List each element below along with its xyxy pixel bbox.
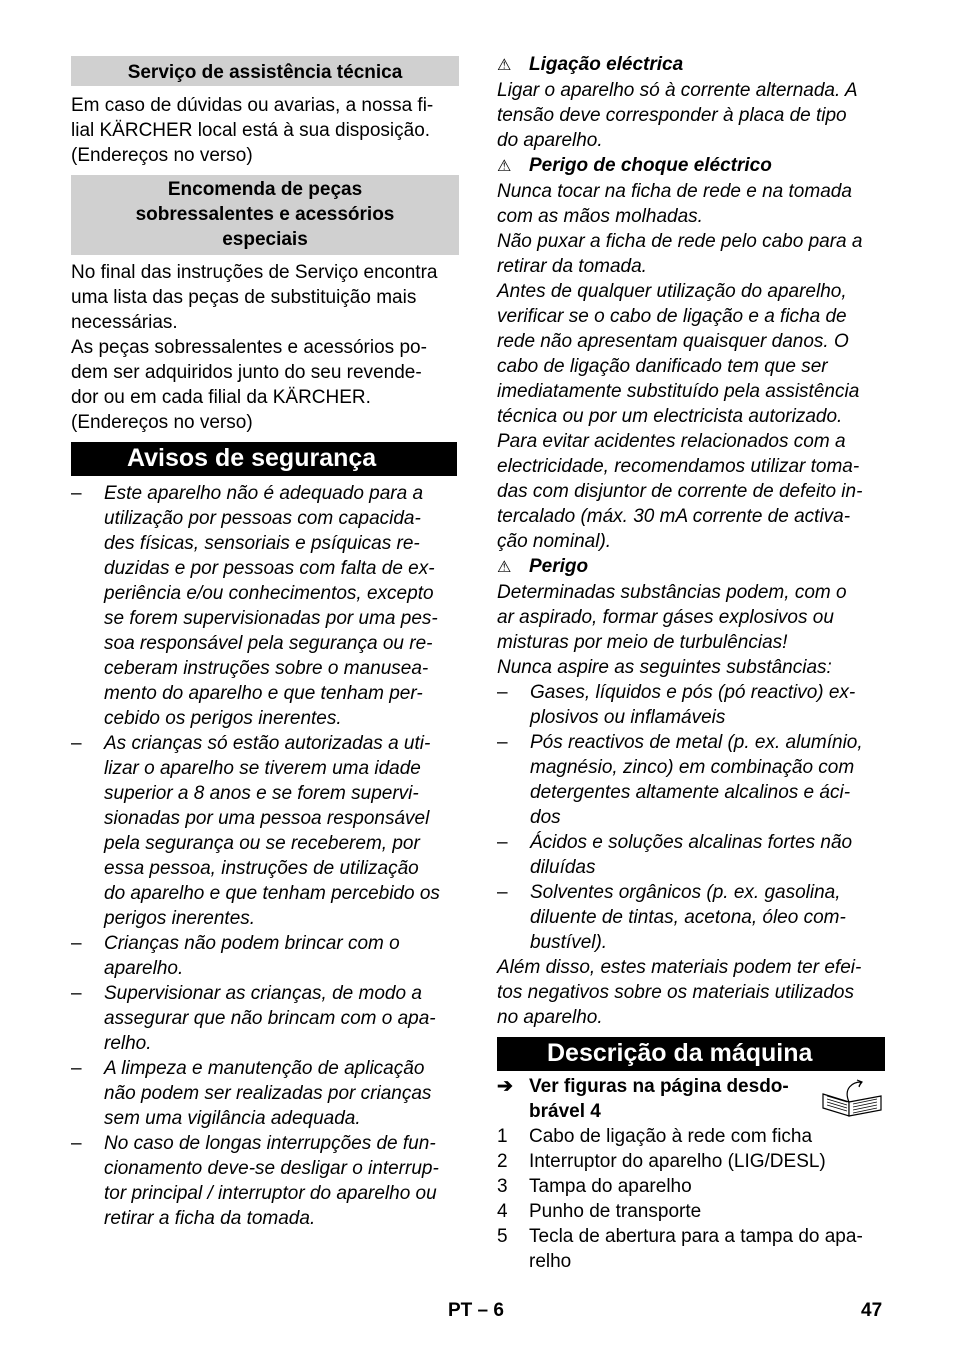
warning-danger-title: ⚠ Perigo bbox=[497, 554, 885, 580]
list-item: 4 Punho de transporte bbox=[497, 1201, 702, 1222]
machine-section-title: Descrição da máquina bbox=[497, 1037, 885, 1071]
left-column bbox=[71, 56, 459, 1231]
parts-list bbox=[497, 1124, 885, 1274]
list-item: – As crianças só estão autorizadas a uti- lizar o aparelho se tiverem uma idade superior a 8 anos e se forem supervi- sionadas por uma pessoa responsável pela segurança ou se receberem, por essa pessoa, instruções de utilização do aparelho e que tenham percebido os perigos inerentes. bbox=[71, 733, 440, 929]
spare-parts-text: No final das instruções de Serviço encontra uma lista das peças de substituição mais necessárias. As peças sobressalentes e acessórios po- dem ser adquiridos junto do seu revende- dor ou em cada filial da KÄRCHER. (Endereços no verso) bbox=[71, 262, 438, 433]
warning-icon: ⚠ bbox=[497, 158, 512, 175]
warning-electrical-title: ⚠ Ligação eléctrica bbox=[497, 52, 885, 78]
right-column bbox=[497, 52, 885, 1274]
list-item: – Crianças não podem brincar com o aparelho. bbox=[71, 933, 400, 979]
figure-reference: ➔ Ver figuras na página desdo- brável 4 bbox=[497, 1074, 885, 1124]
spare-parts-heading: Encomenda de peças sobressalentes e acessórios especiais bbox=[71, 175, 459, 255]
list-item: – No caso de longas interrupções de fun- cionamento deve-se desligar o interrup- tor principal / interruptor do aparelho ou retirar a ficha da tomada. bbox=[71, 1133, 439, 1229]
after-text: Além disso, estes materiais podem ter efei- tos negativos sobre os materiais utilizados no aparelho. bbox=[497, 957, 862, 1028]
service-text: Em caso de dúvidas ou avarias, a nossa fi- lial KÄRCHER local está à sua disposição. (Endereços no verso) bbox=[71, 95, 434, 166]
warning-electrical-text: Ligar o aparelho só à corrente alternada. A tensão deve corresponder à placa de tipo do aparelho. bbox=[497, 80, 858, 151]
list-item: – Solventes orgânicos (p. ex. gasolina, diluente de tintas, acetona, óleo com- bustível). bbox=[497, 882, 846, 953]
list-item: 2 Interruptor do aparelho (LIG/DESL) bbox=[497, 1151, 826, 1172]
warning-icon: ⚠ bbox=[497, 57, 512, 74]
substances-list bbox=[497, 680, 885, 955]
warning-danger-text: Determinadas substâncias podem, com o ar aspirado, formar gáses explosivos ou misturas por meio de turbulências! Nunca aspire as seguintes substâncias: bbox=[497, 582, 847, 678]
list-item: – Supervisionar as crianças, de modo a assegurar que não brincam com o apa- relho. bbox=[71, 983, 436, 1054]
arrow-icon: ➔ bbox=[497, 1076, 513, 1097]
list-item: – A limpeza e manutenção de aplicação não podem ser realizadas por crianças sem uma vigilância adequada. bbox=[71, 1058, 432, 1129]
list-item: – Gases, líquidos e pós (pó reactivo) ex- plosivos ou inflamáveis bbox=[497, 682, 856, 728]
safety-list bbox=[71, 481, 459, 1231]
list-item: 3 Tampa do aparelho bbox=[497, 1176, 692, 1197]
list-item: – Este aparelho não é adequado para a utilização por pessoas com capacida- des físicas, sensoriais e psíquicas re- duzidas e por pessoas com falta de ex- periência e/ou conhecimentos, excepto se forem supervisionadas por uma pes- soa responsável pela segurança ou re- ceberam instruções sobre o manusea- mento do aparelho e que tenham per- cebido os perigos inerentes. bbox=[71, 483, 438, 729]
service-heading: Serviço de assistência técnica bbox=[71, 56, 459, 86]
footer-section-label: PT – 6 bbox=[448, 1300, 504, 1321]
warning-shock-title: ⚠ Perigo de choque eléctrico bbox=[497, 153, 885, 179]
list-item: 1 Cabo de ligação à rede com ficha bbox=[497, 1126, 813, 1147]
list-item: – Pós reactivos de metal (p. ex. alumínio, magnésio, zinco) em combinação com detergentes altamente alcalinos e áci- dos bbox=[497, 732, 863, 828]
safety-section-title: Avisos de segurança bbox=[71, 442, 457, 476]
list-item: – Ácidos e soluções alcalinas fortes não diluídas bbox=[497, 832, 853, 878]
warning-shock-text: Nunca tocar na ficha de rede e na tomada com as mãos molhadas. Não puxar a ficha de rede pelo cabo para a retirar da tomada. Antes de qualquer utilização do aparelho, verificar se o cabo de ligação e a ficha de rede não apresentam quaisquer danos. O cabo de ligação danificado tem que ser imediatamente substituído pela assistência técnica ou por um electricista autorizado. Para evitar acidentes relacionados com a electricidade, recomendamos utilizar toma- das com disjuntor de corrente de defeito in- tercalado (máx. 30 mA corrente de activa- ção nominal). bbox=[497, 181, 863, 552]
open-book-icon bbox=[819, 1078, 885, 1118]
page-number: 47 bbox=[861, 1300, 883, 1321]
warning-icon: ⚠ bbox=[497, 559, 512, 576]
list-item: 5 Tecla de abertura para a tampa do apa- relho bbox=[497, 1226, 863, 1272]
